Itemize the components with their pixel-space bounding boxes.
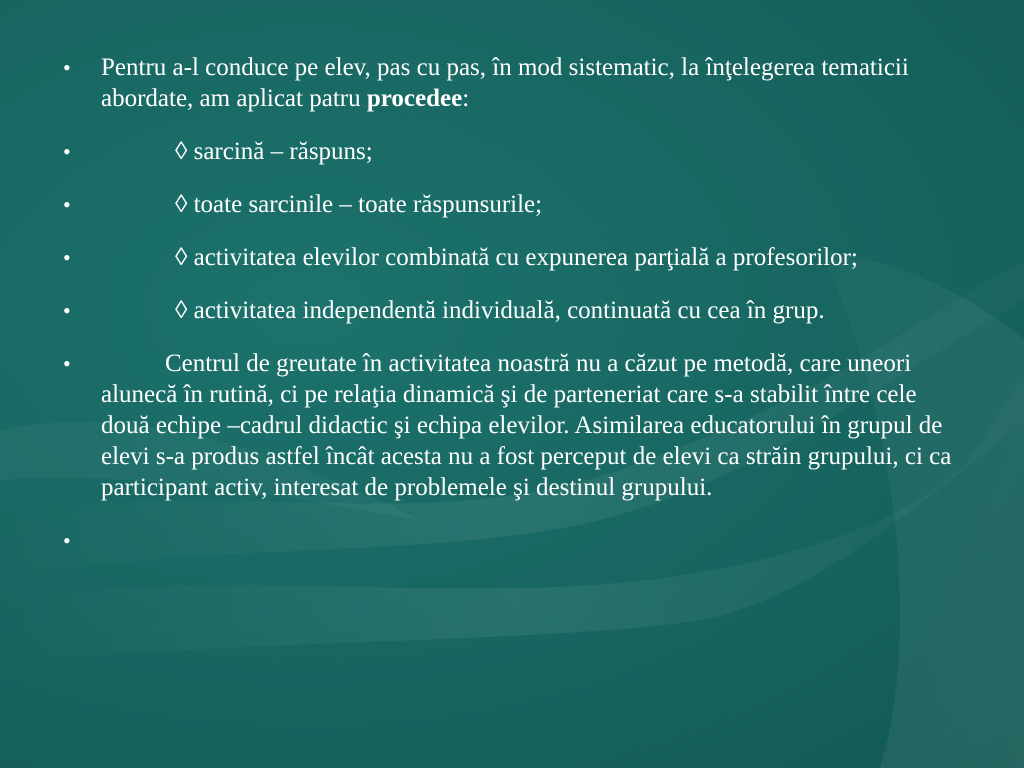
bullet-marker: • [63, 192, 71, 217]
bullet-item-procedure-3 [60, 242, 960, 273]
bullet-item-empty [60, 525, 960, 556]
procedure-text: ◊ sarcină – răspuns; [175, 138, 373, 165]
bullet-marker: • [63, 528, 71, 553]
bullet-item-procedure-1 [60, 136, 960, 167]
paragraph-text: Centrul de greutate în activitatea noastră nu a căzut pe metodă, care uneori alunecă în rutină, ci pe relaţia dinamică şi de parteneriat care s-a stabilit între cele două echipe –cadrul didactic şi echipa elevilor. Asimilarea educatorului în grupul de elevi s-a produs astfel încât acesta nu a fost perceput de elevi ca străin grupului, ci ca participant activ, interesat de problemele şi destinul grupului. [101, 350, 952, 501]
bullet-marker: • [63, 298, 71, 323]
intro-bold-word: procedee [366, 85, 463, 112]
bullet-item-intro [60, 52, 960, 114]
bullet-list [60, 52, 960, 556]
procedure-text: ◊ activitatea elevilor combinată cu expunerea parţială a profesorilor; [175, 244, 858, 271]
bullet-marker: • [63, 139, 71, 164]
procedure-text: ◊ activitatea independentă individuală, continuată cu cea în grup. [175, 297, 825, 324]
bullet-item-paragraph [60, 348, 960, 503]
bullet-marker: • [63, 351, 71, 376]
intro-colon: : [462, 85, 470, 112]
bullet-marker: • [63, 55, 71, 80]
intro-text: Pentru a-l conduce pe elev, pas cu pas, în mod sistematic, la înţelegerea tematicii abordate, am aplicat patru [101, 54, 909, 112]
bullet-item-procedure-4 [60, 295, 960, 326]
procedure-text: ◊ toate sarcinile – toate răspunsurile; [175, 191, 543, 218]
bullet-item-procedure-2 [60, 189, 960, 220]
bullet-marker: • [63, 245, 71, 270]
